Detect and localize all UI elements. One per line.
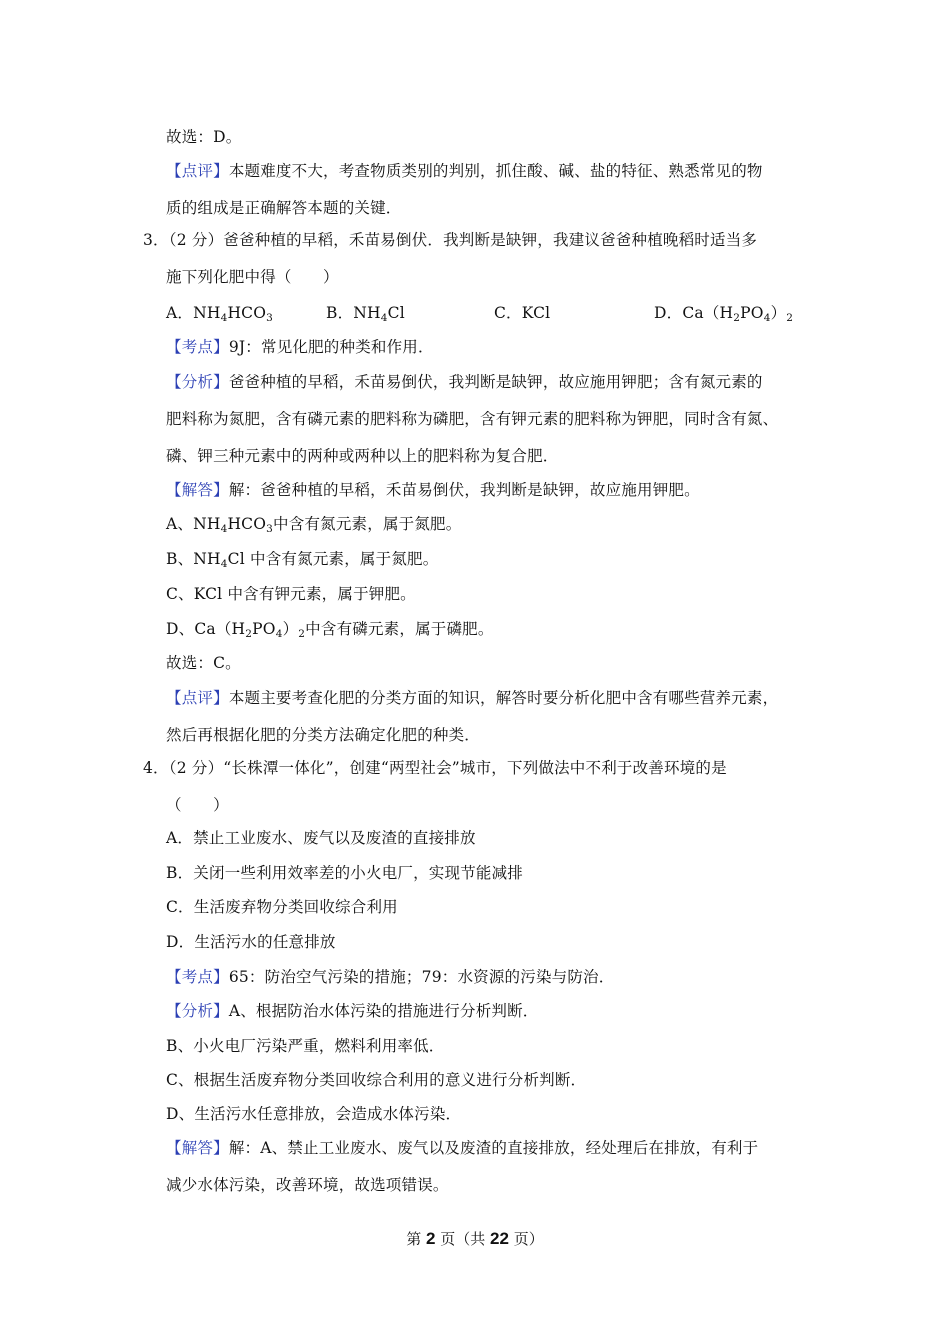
answer-line: 故选：C。 [166, 654, 241, 672]
option-a: A．$NH_4HCO_3$ [166, 304, 274, 324]
analysis-line-cont: C、根据生活废弃物分类回收综合利用的意义进行分析判断． [166, 1071, 587, 1089]
question-3-stem [143, 230, 757, 250]
option-d: D．$Ca(H_2PO_4)_2$ [654, 304, 794, 324]
solution-line: 【解答】解：A、禁止工业废水、废气以及废渣的直接排放，经处理后在排放，有利于 [166, 1139, 759, 1157]
comment-text: 本题难度不大，考查物质类别的判别，抓住酸、碱、盐的特征、熟悉常见的物 [228, 162, 763, 180]
option-b: B．关闭一些利用效率差的小火电厂，实现节能减排 [166, 864, 523, 882]
solution-item-c: C、KCl 中含有钾元素，属于钾肥。 [166, 585, 416, 603]
analysis-line-cont: D、生活污水任意排放，会造成水体污染． [166, 1105, 462, 1123]
question-text: （2 分）爸爸种植的早稻，禾苗易倒伏．我判断是缺钾，我建议爸爸种植晚稻时适当多 [168, 231, 758, 249]
question-4-stem [143, 758, 727, 778]
question-3-stem-cont: 施下列化肥中得（ ） [166, 268, 339, 286]
solution-item-a: A、$NH_4HCO_3$中含有氮元素，属于氮肥。 [166, 515, 462, 535]
analysis-tag: 【分析】 [166, 1002, 229, 1020]
option-b: B．$NH_4Cl$ [326, 304, 405, 324]
option-a: A．禁止工业废水、废气以及废渣的直接排放 [166, 829, 476, 847]
page-footer: 第 2 页（共 22 页） [406, 1229, 544, 1248]
solution-item-b: B、$NH_4Cl$ 中含有氮元素，属于氮肥。 [166, 550, 439, 570]
question-number: 4． [143, 759, 169, 777]
comment-tag: 【点评】 [166, 162, 229, 180]
answer-line: 故选：D。 [166, 128, 242, 146]
comment-line [166, 161, 763, 181]
analysis-line: 【分析】A、根据防治水体污染的措施进行分析判断． [166, 1002, 539, 1020]
analysis-line-cont: 肥料称为氮肥，含有磷元素的肥料称为磷肥，含有钾元素的肥料称为钾肥，同时含有氮、 [166, 410, 779, 428]
analysis-tag: 【分析】 [166, 373, 229, 391]
comment-tag: 【点评】 [166, 689, 229, 707]
comment-line-cont: 然后再根据化肥的分类方法确定化肥的种类． [166, 726, 481, 744]
question-4-stem-cont: （ ） [166, 796, 229, 814]
solution-line: 【解答】解：爸爸种植的早稻，禾苗易倒伏，我判断是缺钾，故应施用钾肥。 [166, 481, 700, 499]
solution-tag: 【解答】 [166, 1139, 229, 1157]
option-c: C．KCl [494, 304, 551, 322]
knowledge-point-line: 【考点】65：防治空气污染的措施；79：水资源的污染与防治． [166, 968, 615, 986]
solution-line-cont: 减少水体污染，改善环境，故选项错误。 [166, 1176, 449, 1194]
comment-line: 【点评】本题主要考查化肥的分类方面的知识，解答时要分析化肥中含有哪些营养元素， [166, 689, 779, 707]
solution-item-d: D、$Ca(H_2PO_4)_2$中含有磷元素，属于磷肥。 [166, 620, 494, 640]
question-number: 3． [143, 231, 169, 249]
analysis-line-cont: 磷、钾三种元素中的两种或两种以上的肥料称为复合肥． [166, 447, 559, 465]
comment-line-cont: 质的组成是正确解答本题的关键． [166, 199, 402, 217]
page-number: 2 [426, 1229, 436, 1248]
analysis-line: 【分析】爸爸种植的早稻，禾苗易倒伏，我判断是缺钾，故应施用钾肥；含有氮元素的 [166, 373, 763, 391]
knowledge-point-line: 【考点】9J：常见化肥的种类和作用． [166, 338, 434, 356]
analysis-line-cont: B、小火电厂污染严重，燃料利用率低． [166, 1037, 445, 1055]
knowledge-point-tag: 【考点】 [166, 338, 229, 356]
option-d: D．生活污水的任意排放 [166, 933, 336, 951]
question-text: （2 分）“长株潭一体化”，创建“两型社会”城市，下列做法中不利于改善环境的是 [168, 759, 727, 777]
option-c: C．生活废弃物分类回收综合利用 [166, 898, 398, 916]
knowledge-point-tag: 【考点】 [166, 968, 229, 986]
solution-tag: 【解答】 [166, 481, 229, 499]
page-total: 22 [490, 1229, 509, 1248]
